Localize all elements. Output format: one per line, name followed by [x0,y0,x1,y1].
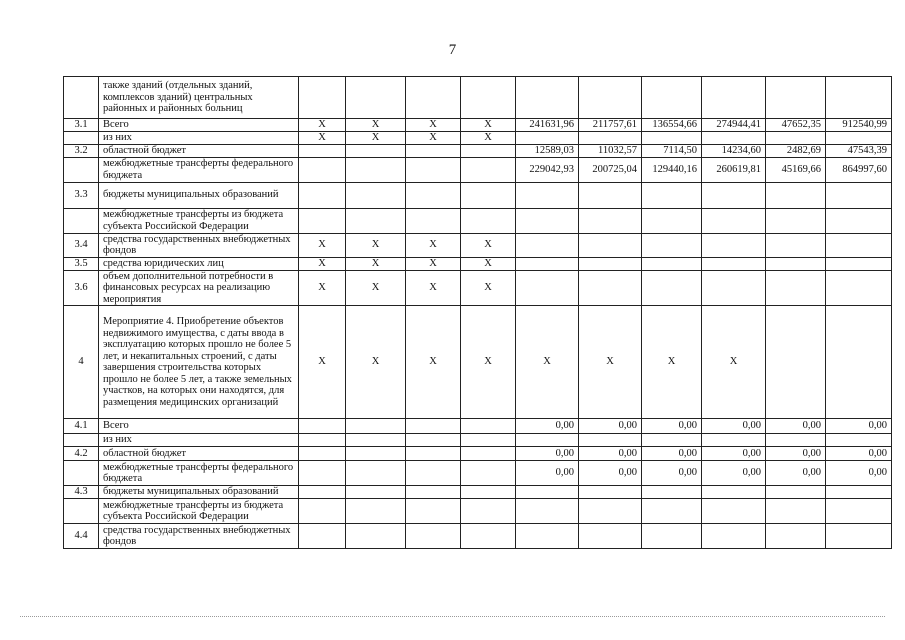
value-cell: 0,00 [766,461,826,486]
value-cell: 0,00 [579,419,642,434]
mark-cell [461,145,516,158]
table-row [64,208,892,233]
table-body [64,77,892,549]
value-cell [702,499,766,524]
mark-cell [406,182,461,208]
mark-cell: X [461,306,516,419]
mark-cell [346,461,406,486]
table-row [64,182,892,208]
row-label-cell: Мероприятие 4. Приобретение объектов недвижимого имущества, с даты ввода в эксплуатацию которых прошло не более 5 лет, и некапитальных строений, с даты завершения строительства которых прошло не более 5 лет, а также земельных участков, на которых они находятся, для размещения медицинских организаций [99,306,299,419]
row-label-cell: средства юридических лиц [99,257,299,270]
value-cell [702,257,766,270]
value-cell [826,77,892,119]
row-label-cell: объем дополнительной потребности в финансовых ресурсах на реализацию мероприятия [99,270,299,306]
mark-cell [461,157,516,182]
row-number-cell: 3.1 [64,119,99,132]
mark-cell: X [406,119,461,132]
value-cell: 211757,61 [579,119,642,132]
value-cell [702,208,766,233]
mark-cell [406,486,461,499]
mark-cell [346,182,406,208]
row-number-cell: 3.3 [64,182,99,208]
value-cell [702,434,766,447]
mark-cell: X [346,132,406,145]
value-cell [516,524,579,549]
mark-cell [406,461,461,486]
value-cell [642,257,702,270]
mark-cell [461,447,516,461]
value-cell [766,77,826,119]
value-cell [642,77,702,119]
value-cell [579,132,642,145]
value-cell: 0,00 [702,419,766,434]
value-cell: 260619,81 [702,157,766,182]
value-cell [516,132,579,145]
value-cell [766,499,826,524]
value-cell [516,257,579,270]
value-cell [579,77,642,119]
value-cell [642,499,702,524]
table-row [64,132,892,145]
value-cell [579,524,642,549]
row-label-cell: межбюджетные трансферты федерального бюджета [99,157,299,182]
value-cell: X [702,306,766,419]
mark-cell [461,182,516,208]
row-label-cell: межбюджетные трансферты из бюджета субъекта Российской Федерации [99,208,299,233]
value-cell [579,208,642,233]
mark-cell: X [406,132,461,145]
mark-cell [461,499,516,524]
row-number-cell: 4.4 [64,524,99,549]
mark-cell [346,157,406,182]
mark-cell: X [461,270,516,306]
value-cell [642,132,702,145]
mark-cell [406,157,461,182]
page-bottom-rule [20,616,885,617]
value-cell: 0,00 [579,461,642,486]
mark-cell [346,208,406,233]
value-cell: 14234,60 [702,145,766,158]
mark-cell [299,486,346,499]
value-cell [579,486,642,499]
table-row [64,77,892,119]
mark-cell [346,486,406,499]
mark-cell [299,499,346,524]
value-cell [766,257,826,270]
value-cell: X [579,306,642,419]
value-cell: 241631,96 [516,119,579,132]
value-cell: 274944,41 [702,119,766,132]
mark-cell [461,434,516,447]
value-cell: 0,00 [516,447,579,461]
value-cell [579,499,642,524]
value-cell [579,233,642,257]
value-cell: 229042,93 [516,157,579,182]
row-label-cell: областной бюджет [99,447,299,461]
value-cell: 2482,69 [766,145,826,158]
mark-cell: X [299,306,346,419]
row-number-cell [64,77,99,119]
value-cell [516,182,579,208]
value-cell: 11032,57 [579,145,642,158]
row-number-cell [64,157,99,182]
value-cell [702,233,766,257]
mark-cell [346,524,406,549]
value-cell: 136554,66 [642,119,702,132]
value-cell [826,306,892,419]
value-cell [766,524,826,549]
value-cell: 47652,35 [766,119,826,132]
mark-cell [299,182,346,208]
value-cell: 0,00 [702,461,766,486]
mark-cell: X [461,257,516,270]
value-cell: 912540,99 [826,119,892,132]
row-label-cell: средства государственных внебюджетных фондов [99,524,299,549]
value-cell [766,270,826,306]
mark-cell [346,419,406,434]
row-number-cell: 3.5 [64,257,99,270]
mark-cell [346,499,406,524]
mark-cell [346,447,406,461]
mark-cell: X [299,257,346,270]
row-number-cell: 4.2 [64,447,99,461]
row-number-cell [64,132,99,145]
value-cell: 0,00 [642,419,702,434]
mark-cell: X [406,270,461,306]
value-cell: X [516,306,579,419]
value-cell: 864997,60 [826,157,892,182]
value-cell [642,233,702,257]
mark-cell: X [406,257,461,270]
value-cell [826,208,892,233]
value-cell: 7114,50 [642,145,702,158]
table-row [64,233,892,257]
mark-cell [299,447,346,461]
value-cell: 0,00 [702,447,766,461]
value-cell: 200725,04 [579,157,642,182]
mark-cell [461,419,516,434]
mark-cell [406,145,461,158]
row-label-cell: межбюджетные трансферты из бюджета субъекта Российской Федерации [99,499,299,524]
row-number-cell: 4 [64,306,99,419]
row-label-cell: средства государственных внебюджетных фондов [99,233,299,257]
mark-cell: X [461,132,516,145]
mark-cell [299,145,346,158]
value-cell [702,132,766,145]
row-label-cell: Всего [99,119,299,132]
value-cell: 0,00 [516,419,579,434]
mark-cell [406,208,461,233]
table-row [64,119,892,132]
table-row [64,499,892,524]
mark-cell: X [406,306,461,419]
table-row [64,257,892,270]
mark-cell [406,499,461,524]
value-cell [702,77,766,119]
row-label-cell: областной бюджет [99,145,299,158]
value-cell: 0,00 [642,447,702,461]
row-label-cell: бюджеты муниципальных образований [99,182,299,208]
row-number-cell [64,461,99,486]
mark-cell: X [346,270,406,306]
row-label-cell: Всего [99,419,299,434]
value-cell: 12589,03 [516,145,579,158]
mark-cell [299,524,346,549]
mark-cell [299,434,346,447]
mark-cell [406,77,461,119]
mark-cell: X [299,270,346,306]
mark-cell [461,524,516,549]
value-cell [516,77,579,119]
row-number-cell [64,208,99,233]
value-cell [766,486,826,499]
row-number-cell: 4.3 [64,486,99,499]
mark-cell [461,486,516,499]
value-cell [642,524,702,549]
mark-cell [461,461,516,486]
value-cell: 0,00 [642,461,702,486]
value-cell [642,208,702,233]
row-label-cell: бюджеты муниципальных образований [99,486,299,499]
row-number-cell: 3.4 [64,233,99,257]
value-cell: 0,00 [826,419,892,434]
mark-cell: X [346,119,406,132]
value-cell [826,182,892,208]
row-label-cell: из них [99,132,299,145]
table-row [64,306,892,419]
row-label-cell: межбюджетные трансферты федерального бюджета [99,461,299,486]
mark-cell [461,208,516,233]
row-number-cell: 3.6 [64,270,99,306]
value-cell [826,233,892,257]
value-cell [766,132,826,145]
value-cell [516,486,579,499]
table-row [64,434,892,447]
value-cell [766,434,826,447]
row-number-cell: 4.1 [64,419,99,434]
value-cell [642,270,702,306]
mark-cell [346,77,406,119]
mark-cell: X [461,233,516,257]
mark-cell [346,434,406,447]
value-cell: 0,00 [766,419,826,434]
mark-cell [299,208,346,233]
value-cell [826,524,892,549]
row-label-cell: также зданий (отдельных зданий, комплексов зданий) центральных районных и районных больниц [99,77,299,119]
mark-cell: X [346,306,406,419]
mark-cell: X [346,233,406,257]
mark-cell [406,447,461,461]
value-cell [826,486,892,499]
value-cell: 0,00 [579,447,642,461]
budget-table [63,76,892,549]
table-row [64,419,892,434]
value-cell [516,208,579,233]
table-row [64,145,892,158]
value-cell: 45169,66 [766,157,826,182]
mark-cell [299,461,346,486]
mark-cell [346,145,406,158]
value-cell [766,208,826,233]
row-number-cell [64,434,99,447]
value-cell [516,499,579,524]
table-row [64,486,892,499]
mark-cell [406,419,461,434]
value-cell [766,182,826,208]
value-cell [579,257,642,270]
value-cell [702,182,766,208]
value-cell [516,434,579,447]
mark-cell: X [299,132,346,145]
value-cell [702,524,766,549]
value-cell: 0,00 [766,447,826,461]
value-cell: X [642,306,702,419]
mark-cell [299,419,346,434]
mark-cell [461,77,516,119]
value-cell [579,270,642,306]
mark-cell: X [299,233,346,257]
table-row [64,157,892,182]
value-cell [702,270,766,306]
mark-cell: X [406,233,461,257]
page-number: 7 [448,42,457,58]
mark-cell [406,434,461,447]
mark-cell: X [461,119,516,132]
mark-cell: X [346,257,406,270]
table-row [64,270,892,306]
value-cell: 47543,39 [826,145,892,158]
mark-cell [299,77,346,119]
value-cell [642,434,702,447]
value-cell [826,434,892,447]
mark-cell [406,524,461,549]
value-cell [826,499,892,524]
row-number-cell [64,499,99,524]
value-cell [702,486,766,499]
table-row [64,447,892,461]
mark-cell: X [299,119,346,132]
value-cell [826,257,892,270]
value-cell [766,233,826,257]
value-cell: 0,00 [516,461,579,486]
value-cell [579,434,642,447]
value-cell: 0,00 [826,461,892,486]
table-row [64,524,892,549]
value-cell [826,132,892,145]
mark-cell [299,157,346,182]
value-cell [642,486,702,499]
row-number-cell: 3.2 [64,145,99,158]
value-cell [826,270,892,306]
row-label-cell: из них [99,434,299,447]
value-cell [642,182,702,208]
table-row [64,461,892,486]
value-cell: 0,00 [826,447,892,461]
value-cell [516,233,579,257]
value-cell [766,306,826,419]
value-cell: 129440,16 [642,157,702,182]
value-cell [516,270,579,306]
value-cell [579,182,642,208]
